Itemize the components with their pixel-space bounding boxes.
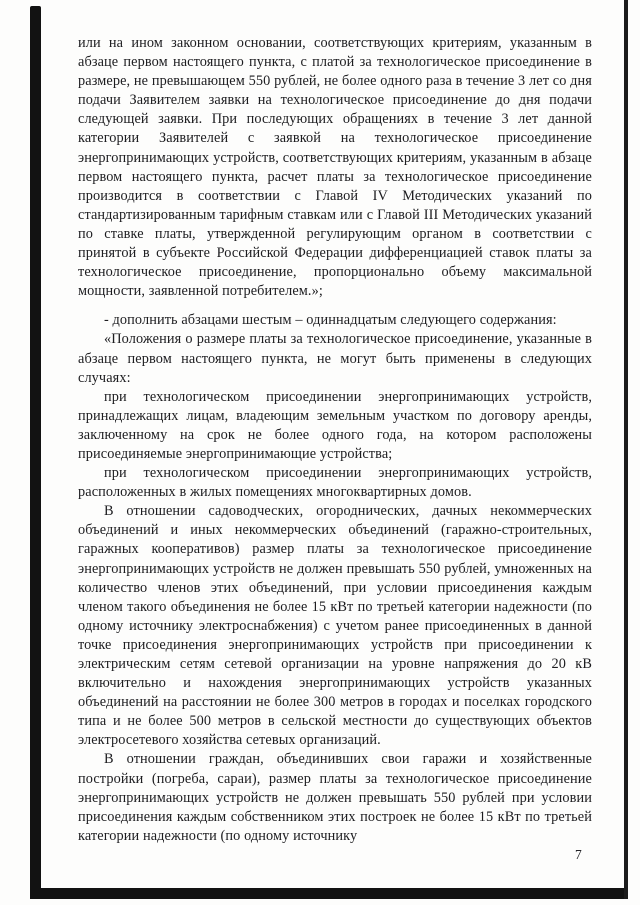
paragraph-associations: В отношении садоводческих, огороднических, дачных некоммерческих объединений и иных некоммерческих объединений (гаражно-строительных, гаражных кооперативов) размер платы за технологическое присоединение энергопринимающих устройств не должен превышать 550 рублей, умноженных на количество членов этих объединений, при условии присоединения каждым членом такого объединения не более 15 кВт по третьей категории надежности (по одному источнику электроснабжения) с учетом ранее присоединенных в данной точке присоединения энергопринимающих устройств при присоединении к электрическим сетям сетевой организации на уровне напряжения до 20 кВ включительно и нахождения энергопринимающих устройств указанных объединений на расстоянии не более 300 метров в городах и поселках городского типа и не более 500 метров в сельской местности до существующих объектов электросетевого хозяйства сетевых организаций.: [78, 503, 592, 749]
scan-artifact-right-edge: [624, 0, 628, 899]
scan-artifact-left-edge: [30, 6, 41, 899]
paragraph-case-lease: при технологическом присоединении энергопринимающих устройств, принадлежащих лицам, владеющим земельным участком по договору аренды, заключенному на срок не более одного года, на котором расположены присоединяемые энергопринимающие устройства;: [78, 388, 592, 462]
paragraph-case-apartments: при технологическом присоединении энергопринимающих устройств, расположенных в жилых помещениях многоквартирных домов.: [78, 465, 592, 501]
paragraph-continuation: или на ином законном основании, соответствующих критериям, указанным в абзаце первом настоящего пункта, с платой за технологическое присоединение в размере, не превышающем 550 рублей, не более одного раза в течение 3 лет со дня подачи Заявителем заявки на технологическое присоединение до дня подачи следующей заявки. При последующих обращениях в течение 3 лет данной категории Заявителей с заявкой на технологическое присоединение энергопринимающих устройств, соответствующих критериям, указанным в абзаце первом настоящего пункта, расчет платы за технологическое присоединение производится в соответствии с Главой IV Методических указаний по стандартизированным тарифным ставкам или с Главой III Методических указаний по ставке платы, утвержденной регулирующим органом в соответствии с принятой в субъекте Российской Федерации дифференциацией ставок платы за технологическое присоединение, пропорционально объему максимальной мощности, заявленной потребителем.»;: [78, 35, 592, 300]
paragraph-citizens-garages: В отношении граждан, объединивших свои гаражи и хозяйственные постройки (погреба, сараи), размер платы за технологическое присоединение энергопринимающих устройств не должен превышать 550 рублей при условии присоединения каждым собственником этих построек не более 15 кВт по третьей категории надежности (по одному источнику: [78, 751, 592, 844]
paragraph-provisions: «Положения о размере платы за технологическое присоединение, указанные в абзаце первом настоящего пункта, не могут быть применены в следующих случаях:: [78, 331, 592, 386]
page-number: 7: [575, 847, 582, 862]
scan-artifact-bottom-edge: [30, 888, 628, 899]
paragraph-amendment-intro: - дополнить абзацами шестым – одиннадцатым следующего содержания:: [104, 312, 557, 329]
document-body: [78, 34, 592, 846]
